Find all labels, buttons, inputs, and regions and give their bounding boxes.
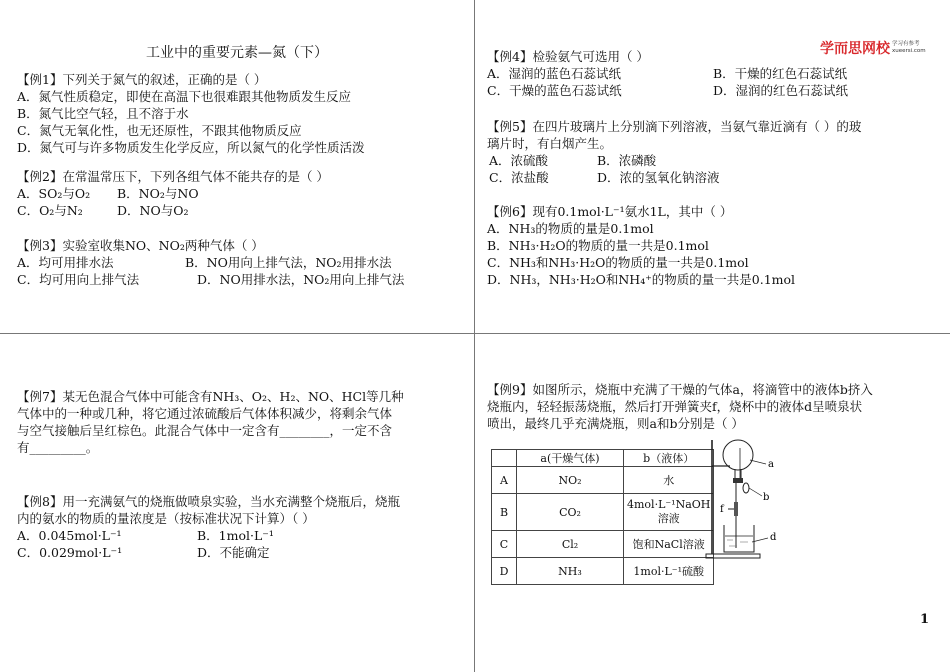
question-8 (17, 493, 400, 561)
q9-row-gas: NO₂ (517, 467, 624, 494)
q3-option-d: D．NO用排水法，NO₂用向上排气法 (197, 272, 405, 287)
table-row (492, 494, 714, 531)
q9-line1: 【例9】如图所示，烧瓶中充满了干燥的气体a，将滴管中的液体b挤入 (487, 382, 873, 397)
q4-option-c: C．干燥的蓝色石蕊试纸 (487, 83, 622, 98)
stand-base (706, 554, 760, 558)
q3-option-a: A．均可用排水法 (17, 255, 114, 270)
q7-line2: 气体中的一种或几种，将它通过浓硫酸后气体体积减少，将剩余气体 (17, 406, 393, 421)
q3-option-b: B．NO用向上排气法，NO₂用排水法 (185, 255, 392, 270)
q7-line3: 与空气接触后呈红棕色。此混合气体中一定含有________，一定不含 (17, 423, 393, 438)
q7-line4: 有_________。 (17, 440, 99, 455)
q3-stem: 【例3】实验室收集NO、NO₂两种气体（ ） (17, 238, 264, 253)
q1-option-a: A．氮气性质稳定，即使在高温下也很难跟其他物质发生反应 (17, 89, 352, 104)
q3-option-c: C．均可用向上排气法 (17, 272, 140, 287)
q5-option-c: C．浓盐酸 (489, 170, 549, 185)
q6-option-d: D．NH₃，NH₃·H₂O和NH₄⁺的物质的量一共是0.1mol (487, 272, 796, 287)
q9-line3: 喷出，最终几乎充满烧瓶，则a和b分别是（ ） (487, 416, 744, 431)
q9-row-liquid-line2: 溶液 (657, 512, 680, 525)
beaker (724, 525, 754, 552)
logo-main-text: 学而思网校 (820, 41, 890, 57)
q8-option-b: B．1mol·L⁻¹ (197, 528, 274, 543)
logo-side-top: 学习有参考 (892, 41, 920, 47)
label-d: d (770, 532, 777, 543)
logo-side-text (892, 41, 926, 55)
q4-option-b: B．干燥的红色石蕊试纸 (713, 66, 848, 81)
q9-row-liquid: 饱和NaCl溶液 (624, 531, 714, 558)
vertical-divider (474, 0, 475, 672)
q9-row-letter: C (492, 531, 517, 558)
q8-option-c: C．0.029mol·L⁻¹ (17, 545, 123, 560)
q5-option-a: A．浓硫酸 (489, 153, 549, 168)
question-7 (17, 388, 404, 456)
q2-option-a: A．SO₂与O₂ (17, 186, 91, 201)
question-9 (487, 381, 873, 432)
q5-stem-line2: 璃片时，有白烟产生。 (487, 136, 613, 151)
table-row (492, 558, 714, 585)
q2-option-b: B．NO₂与NO (117, 186, 199, 201)
q1-option-b: B．氮气比空气轻，且不溶于水 (17, 106, 189, 121)
page-title: 工业中的重要元素—氮（下） (146, 45, 328, 61)
q9-line2: 烧瓶内，轻轻振荡烧瓶，然后打开弹簧夹f，烧杯中的液体d呈喷泉状 (487, 399, 863, 414)
q9-row-liquid: 水 (624, 467, 714, 494)
question-6 (487, 203, 795, 288)
q8-line1: 【例8】用一充满氨气的烧瓶做喷泉实验，当水充满整个烧瓶后，烧瓶 (17, 494, 400, 509)
q9-row-letter: B (492, 494, 517, 531)
q9-table (491, 449, 714, 585)
rubber-tube (734, 502, 738, 516)
q9-row-liquid-line1: 4mol·L⁻¹NaOH (627, 498, 711, 511)
q2-option-d: D．NO与O₂ (117, 203, 189, 218)
question-2 (17, 168, 329, 219)
q1-stem: 【例1】下列关于氮气的叙述，正确的是（ ） (17, 72, 267, 87)
q9-row-gas: Cl₂ (517, 531, 624, 558)
q9-table-corner (492, 450, 517, 467)
q6-option-b: B．NH₃·H₂O的物质的量一共是0.1mol (487, 238, 709, 253)
table-row (492, 467, 714, 494)
label-b-leader (749, 488, 762, 496)
logo-side-bottom: xueersi.com (892, 48, 926, 54)
label-a-leader (750, 460, 766, 464)
horizontal-divider (0, 333, 950, 334)
label-b: b (763, 492, 770, 503)
q9-row-gas: CO₂ (517, 494, 624, 531)
label-f: f (720, 504, 724, 515)
q2-stem: 【例2】在常温常压下，下列各组气体不能共存的是（ ） (17, 169, 329, 184)
question-4 (487, 48, 848, 99)
question-3 (17, 237, 404, 288)
q2-option-c: C．O₂与N₂ (17, 203, 83, 218)
label-a: a (768, 459, 774, 470)
question-1 (17, 71, 365, 156)
q1-option-d: D．氮气可与许多物质发生化学反应，所以氮气的化学性质活泼 (17, 140, 365, 155)
q1-option-c: C．氮气无氧化性，也无还原性，不跟其他物质反应 (17, 123, 302, 138)
q4-option-a: A．湿润的蓝色石蕊试纸 (487, 66, 622, 81)
q6-option-a: A．NH₃的物质的量是0.1mol (487, 221, 654, 236)
q5-option-b: B．浓磷酸 (597, 153, 657, 168)
question-5 (487, 118, 861, 186)
q6-option-c: C．NH₃和NH₃·H₂O的物质的量一共是0.1mol (487, 255, 749, 270)
q9-table-head-gas: a(干燥气体) (517, 450, 624, 467)
q9-row-liquid: 1mol·L⁻¹硫酸 (624, 558, 714, 585)
q9-row-letter: A (492, 467, 517, 494)
page-number: 1 (920, 612, 930, 627)
q8-option-d: D．不能确定 (197, 545, 270, 560)
q8-option-a: A．0.045mol·L⁻¹ (17, 528, 122, 543)
q5-stem-line1: 【例5】在四片玻璃片上分别滴下列溶液，当氨气靠近滴有（ ）的玻 (487, 119, 862, 134)
q8-line2: 内的氨水的物质的量浓度是（按标准状况下计算）（ ） (17, 511, 315, 526)
stopper (733, 478, 743, 483)
table-row (492, 531, 714, 558)
flask-body (723, 440, 753, 470)
q7-line1: 【例7】某无色混合气体中可能含有NH₃、O₂、H₂、NO、HCl等几种 (17, 389, 404, 404)
q9-table-head-liquid: b（液体） (624, 450, 714, 467)
fountain-apparatus-diagram (700, 430, 790, 565)
q4-option-d: D．湿润的红色石蕊试纸 (713, 83, 849, 98)
dropper-bulb (743, 483, 749, 493)
q9-row-gas: NH₃ (517, 558, 624, 585)
q4-stem: 【例4】检验氨气可选用（ ） (487, 49, 649, 64)
q5-option-d: D．浓的氢氧化钠溶液 (597, 170, 720, 185)
q6-stem: 【例6】现有0.1mol·L⁻¹氨水1L，其中（ ） (487, 204, 733, 219)
q9-row-letter: D (492, 558, 517, 585)
